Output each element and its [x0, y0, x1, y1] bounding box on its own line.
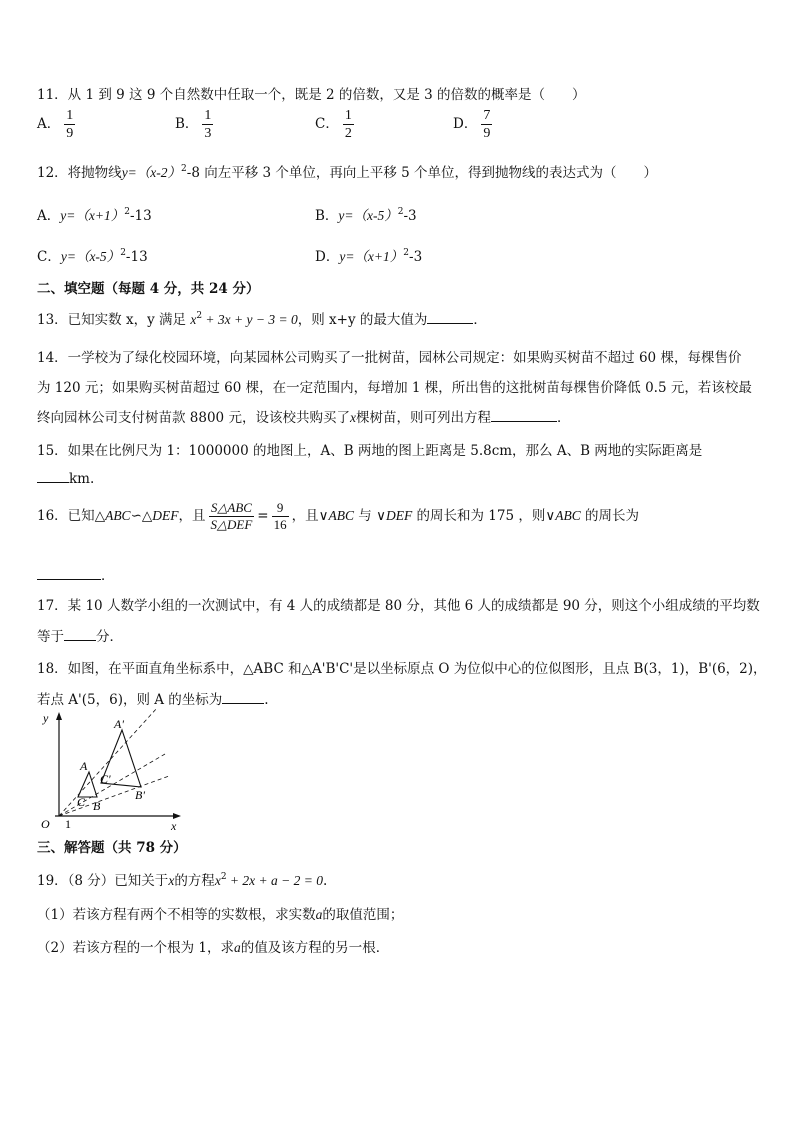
q17-line2: 等于 分．	[37, 629, 123, 645]
q15-line1: 15．如果在比例尺为 1：1000000 的地图上，A、B 两地的图上距离是 5.8cm，那么 A、B 两地的实际距离是	[37, 443, 703, 459]
label-o: O	[41, 817, 50, 831]
q13: 13．已知实数 x，y 满足 $x^2 + 3x + y - 3 = 0$，则 x+y 的最大值为 ．	[37, 311, 487, 328]
option-label: D．	[453, 116, 478, 132]
q15-line2: km.	[37, 470, 94, 487]
q12-option-d[interactable]: D．$y=(x+1)^2-3$	[315, 248, 423, 265]
q14-line2: 为 120 元；如果购买树苗超过 60 棵，在一定范围内，每增加 1 棵，所出售的这批树苗每棵售价降低 0.5 元，若该校最	[37, 380, 752, 396]
option-label: B．	[175, 116, 199, 132]
q12-option-b[interactable]: B．$y=(x-5)^2-3$	[315, 207, 417, 224]
label-x: x	[171, 819, 177, 832]
answer-blank[interactable]	[64, 628, 96, 641]
answer-blank[interactable]	[222, 691, 264, 704]
q18-line1: 18．如图，在平面直角坐标系中，△ABC 和△A'B'C'是以坐标原点 O 为位似中心的位似图形，且点 B(3，1)，B'(6，2)，	[37, 661, 767, 677]
section-heading-fill-blank: 二、填空题（每题 4 分，共 24 分）	[37, 281, 260, 297]
fraction: $\frac{1}{3}$	[204, 108, 212, 141]
q17-line1: 17．某 10 人数学小组的一次测试中，有 4 人的成绩都是 80 分，其他 6 人的成绩都是 90 分，则这个小组成绩的平均数	[37, 598, 760, 614]
q11-option-a[interactable]	[37, 108, 75, 141]
label-c-prime: C'	[100, 772, 111, 786]
q19-stem: 19．（8 分）已知关于x的方程$x^2 + 2x + a - 2 = 0$.	[37, 872, 328, 889]
label-y: y	[43, 711, 49, 725]
q19-part1: （1）若该方程有两个不相等的实数根，求实数a的取值范围；	[37, 907, 404, 923]
label-b-prime: B'	[135, 788, 145, 802]
q14-line1: 14．一学校为了绿化校园环境，向某园林公司购买了一批树苗，园林公司规定：如果购买树苗不超过 60 棵，每棵售价	[37, 350, 742, 366]
answer-blank[interactable]	[491, 409, 557, 422]
y-axis-arrow	[56, 712, 62, 720]
q12-option-a[interactable]: A．$y=(x+1)^2-13$	[37, 207, 152, 224]
answer-blank[interactable]	[427, 311, 473, 324]
coordinate-figure	[37, 708, 187, 832]
answer-blank[interactable]	[37, 470, 69, 483]
label-a: A	[80, 759, 88, 773]
q12-option-c[interactable]: C．$y=(x-5)^2-13$	[37, 248, 148, 265]
q12-stem: 12．将抛物线$y=(x-2)^2-8$ 向左平移 3 个单位，再向上平移 5 个单位，得到抛物线的表达式为（ ）	[37, 164, 658, 181]
q14-line3: 终向园林公司支付树苗款 8800 元，设该校共购买了x棵树苗，则可列出方程 ．	[37, 410, 571, 426]
area-ratio: S△ABC S△DEF	[210, 500, 253, 532]
q11-stem: 11．从 1 到 9 这 9 个自然数中任取一个，既是 2 的倍数，又是 3 的倍数的概率是（ ）	[37, 87, 586, 103]
fraction: $\frac{7}{9}$	[483, 108, 491, 141]
q19-part2: （2）若该方程的一个根为 1，求a的值及该方程的另一根．	[37, 940, 390, 956]
q11-option-c[interactable]	[315, 108, 354, 141]
fraction: $\frac{1}{9}$	[66, 108, 74, 141]
ray-c	[59, 754, 165, 816]
ray-b	[59, 776, 169, 816]
ratio-value: $\frac{9}{16}$	[273, 500, 287, 532]
option-label: A．	[37, 116, 61, 132]
q11-option-d[interactable]	[453, 108, 492, 141]
q16-answer: ．	[37, 564, 115, 584]
label-a-prime: A'	[114, 717, 124, 731]
q18-line2: 若点 A'(5，6)，则 A 的坐标为 .	[37, 692, 269, 708]
q11-option-b[interactable]	[175, 108, 213, 141]
label-b: B	[93, 799, 101, 813]
answer-blank[interactable]	[37, 567, 101, 580]
option-label: C．	[315, 116, 339, 132]
fraction: $\frac{1}{2}$	[344, 108, 352, 141]
section-heading-solve: 三、解答题（共 78 分）	[37, 840, 187, 856]
label-c: C	[77, 795, 86, 809]
label-one: 1	[65, 817, 71, 831]
q16: 16．已知△ABC∽△DEF，且 S△ABC S△DEF = $\frac{9}{16}$ ，且∨ABC 与 ∨DEF 的周长和为 175 ，则∨ABC 的周长为	[37, 500, 640, 532]
